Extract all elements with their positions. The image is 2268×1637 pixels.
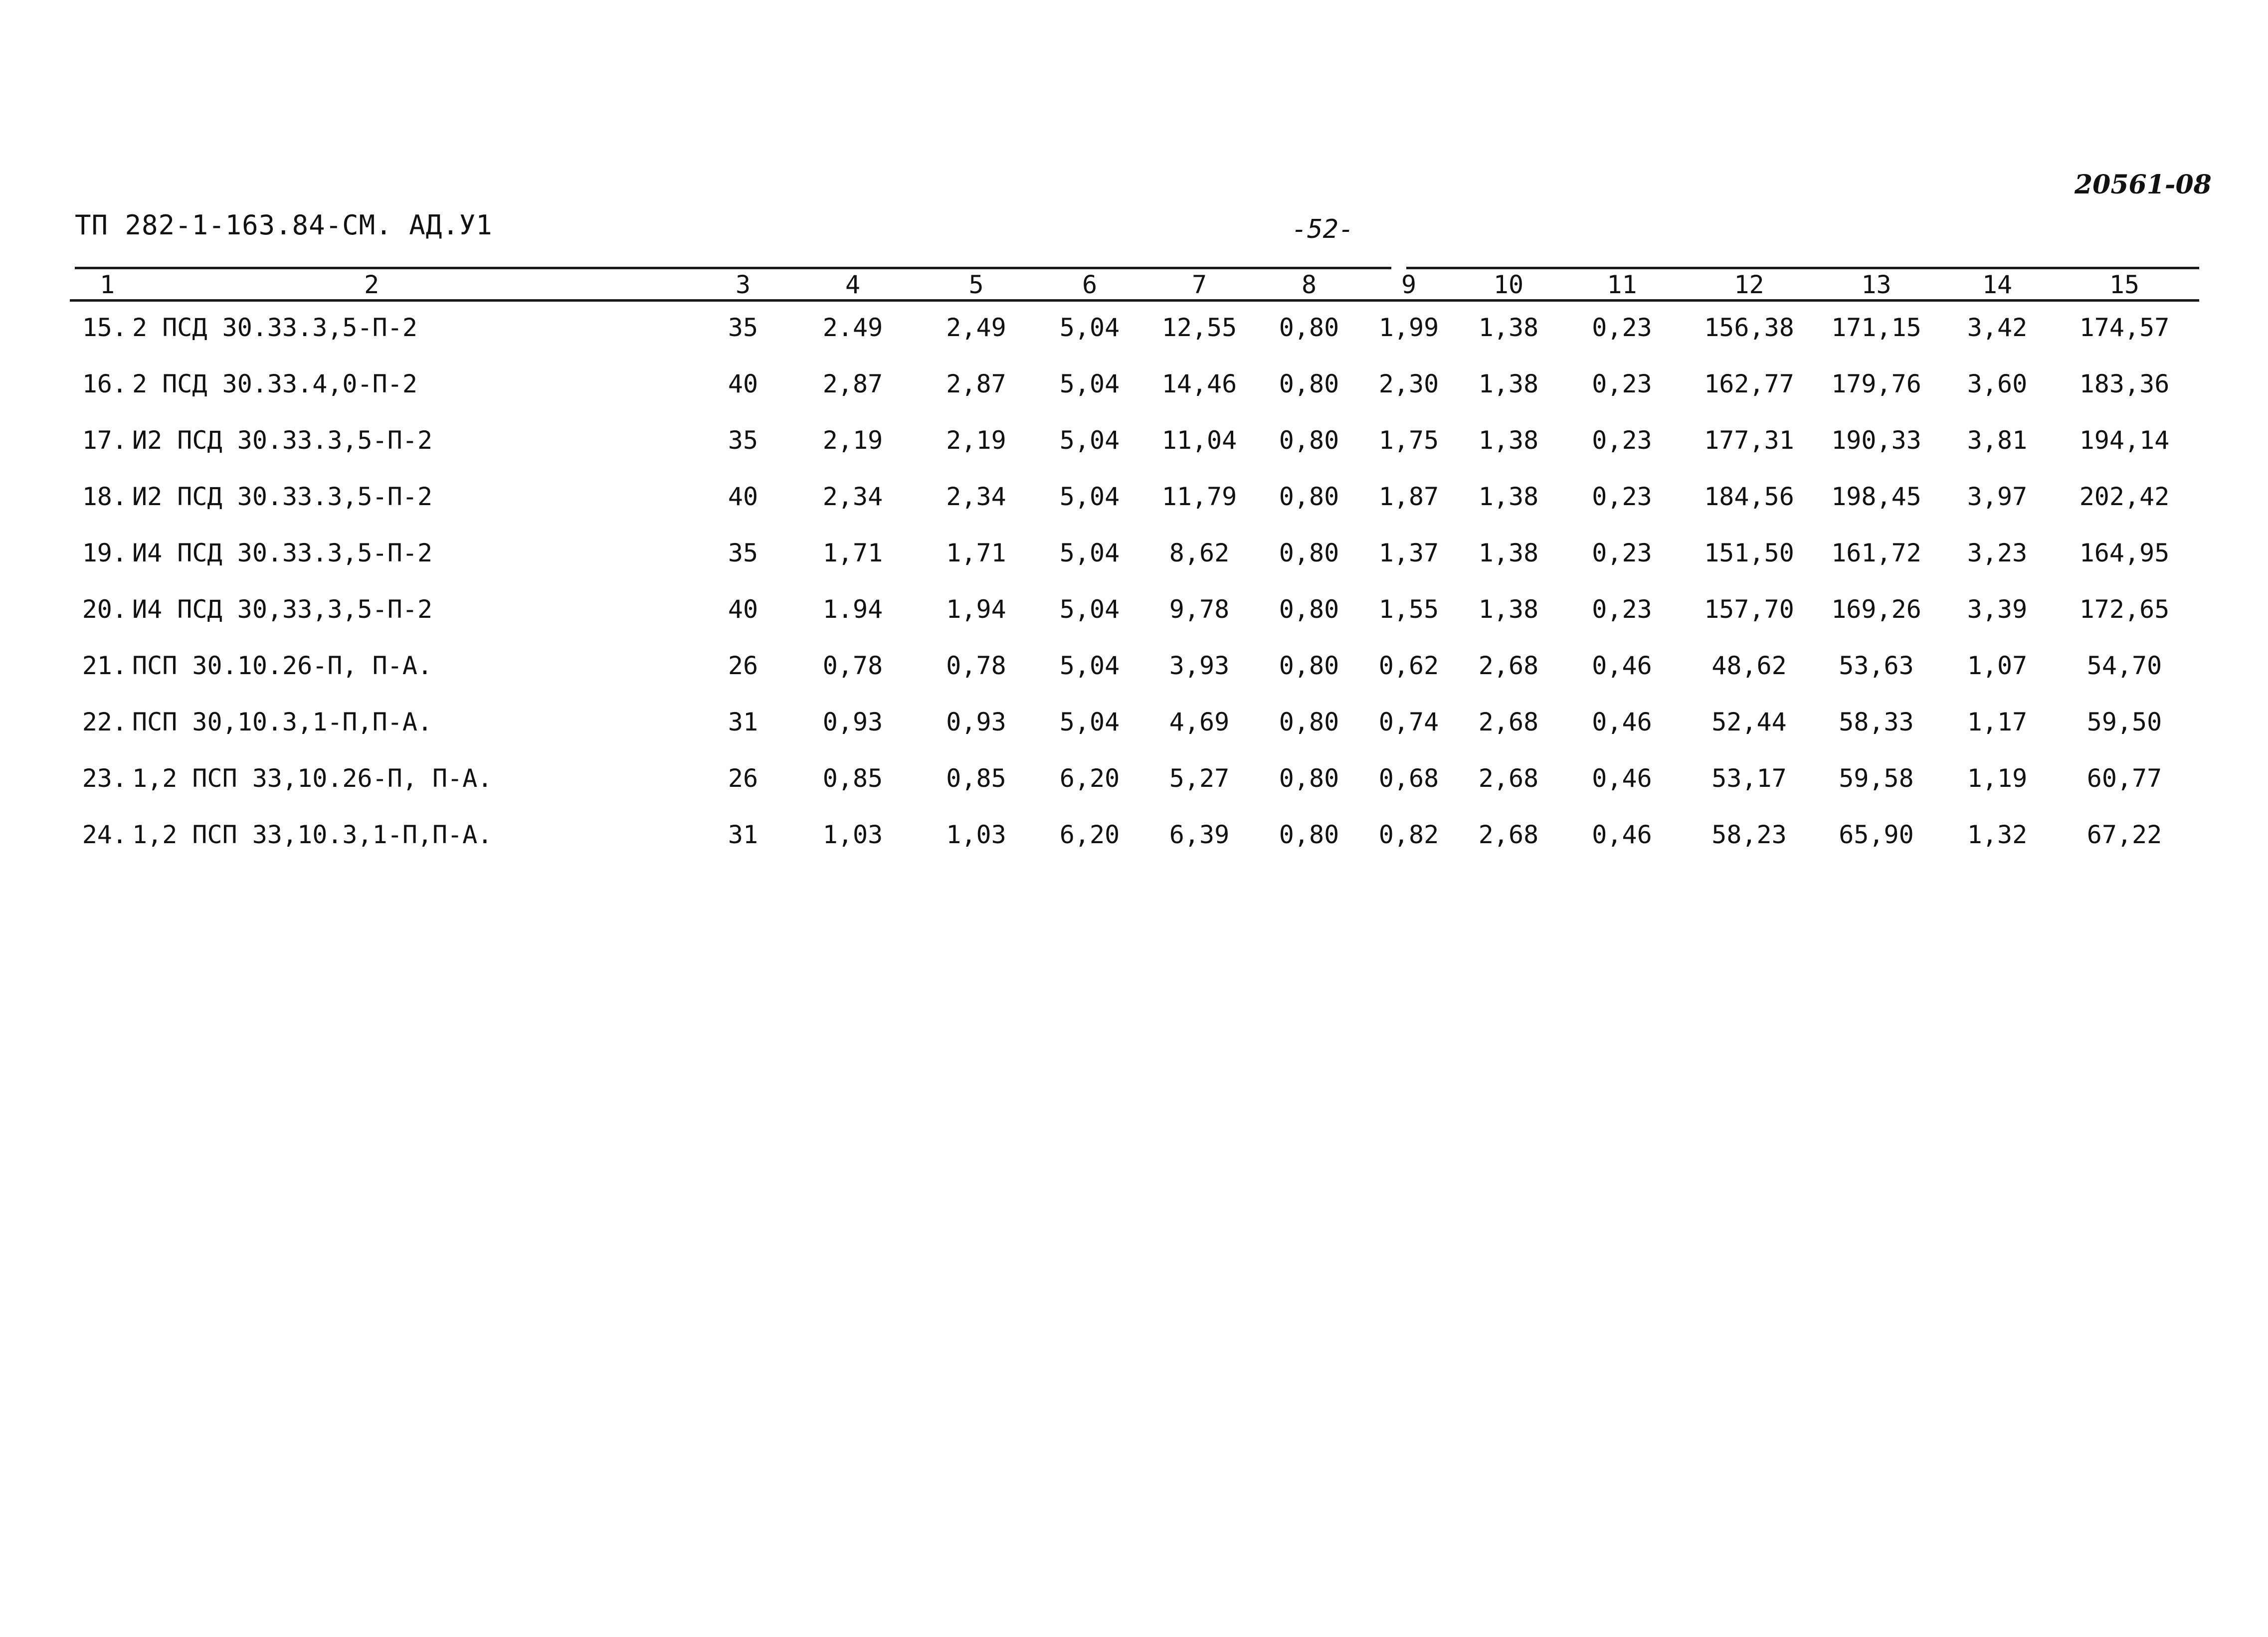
table-cell: 1,19 [1967, 763, 2028, 793]
data-table [70, 269, 2194, 863]
table-cell: 151,50 [1704, 538, 1794, 567]
table-cell: 157,70 [1704, 594, 1794, 624]
table-cell: И4 ПСД 30.33.3,5-П-2 [132, 538, 433, 567]
table-cell: 0,23 [1592, 313, 1652, 342]
table-cell: 58,33 [1839, 707, 1914, 736]
table-cell: 202,42 [2079, 482, 2170, 511]
table-cell: И2 ПСД 30.33.3,5-П-2 [132, 425, 433, 455]
table-cell: 5,27 [1169, 763, 1230, 793]
table-cell: 3,93 [1169, 651, 1230, 680]
table-row [70, 468, 2194, 525]
table-cell: 1,87 [1378, 482, 1439, 511]
table-cell: 164,95 [2079, 538, 2170, 567]
table-cell: 156,38 [1704, 313, 1794, 342]
table-cell: 6,20 [1059, 820, 1120, 849]
table-cell: 198,45 [1831, 482, 1921, 511]
column-header: 8 [1301, 270, 1317, 299]
table-cell: 9,78 [1169, 594, 1230, 624]
column-header: 9 [1401, 270, 1417, 299]
table-cell: 0,74 [1378, 707, 1439, 736]
table-cell: 1,38 [1478, 538, 1539, 567]
table-cell: 1,17 [1967, 707, 2028, 736]
table-cell: 0,85 [822, 763, 883, 793]
table-row [70, 412, 2194, 468]
table-cell: 1,75 [1378, 425, 1439, 455]
table-cell: 2,68 [1478, 707, 1539, 736]
table-cell: 0,80 [1279, 313, 1339, 342]
column-header: 13 [1861, 270, 1891, 299]
table-cell: 35 [728, 425, 758, 455]
table-cell: 5,04 [1059, 369, 1120, 398]
table-cell: 0,80 [1279, 707, 1339, 736]
table-cell: 1,2 ПСП 33,10.3,1-П,П-А. [132, 820, 493, 849]
table-row [70, 637, 2194, 694]
table-cell: 1,38 [1478, 369, 1539, 398]
table-cell: 2.49 [822, 313, 883, 342]
table-cell: 11,79 [1161, 482, 1237, 511]
table-cell: 0,93 [822, 707, 883, 736]
table-cell: 3,97 [1967, 482, 2028, 511]
table-cell: 67,22 [2086, 820, 2162, 849]
table-cell: 2,68 [1478, 820, 1539, 849]
table-row [70, 525, 2194, 581]
table-cell: 15. [82, 313, 127, 342]
table-cell: 179,76 [1831, 369, 1921, 398]
table-cell: 59,58 [1839, 763, 1914, 793]
table-cell: 2,87 [946, 369, 1006, 398]
table-cell: 2 ПСД 30.33.3,5-П-2 [132, 313, 417, 342]
table-cell: 2,19 [822, 425, 883, 455]
table-cell: 26 [728, 763, 758, 793]
table-cell: 4,69 [1169, 707, 1230, 736]
table-cell: 0,80 [1279, 369, 1339, 398]
table-cell: 0,62 [1378, 651, 1439, 680]
table-cell: 1,2 ПСП 33,10.26-П, П-А. [132, 763, 493, 793]
table-cell: 2,68 [1478, 651, 1539, 680]
table-cell: 52,44 [1711, 707, 1787, 736]
table-row [70, 299, 2194, 356]
table-cell: 1,38 [1478, 425, 1539, 455]
column-header: 7 [1191, 270, 1207, 299]
table-cell: 1,94 [946, 594, 1006, 624]
table-cell: 21. [82, 651, 127, 680]
table-cell: 0,23 [1592, 594, 1652, 624]
table-cell: 0,80 [1279, 820, 1339, 849]
table-cell: 162,77 [1704, 369, 1794, 398]
table-cell: 3,39 [1967, 594, 2028, 624]
table-cell: 3,81 [1967, 425, 2028, 455]
table-cell: 3,42 [1967, 313, 2028, 342]
column-header: 14 [1982, 270, 2013, 299]
table-cell: 54,70 [2086, 651, 2162, 680]
table-cell: 2,34 [946, 482, 1006, 511]
table-cell: 5,04 [1059, 594, 1120, 624]
table-cell: 6,20 [1059, 763, 1120, 793]
table-row [70, 581, 2194, 637]
table-cell: 0,80 [1279, 594, 1339, 624]
table-cell: 0,23 [1592, 425, 1652, 455]
table-cell: 0,78 [822, 651, 883, 680]
table-cell: 1,38 [1478, 482, 1539, 511]
table-cell: 0,46 [1592, 820, 1652, 849]
table-cell: 17. [82, 425, 127, 455]
table-cell: И4 ПСД 30,33,3,5-П-2 [132, 594, 433, 624]
table-cell: 2,19 [946, 425, 1006, 455]
table-cell: 1,71 [946, 538, 1006, 567]
table-cell: 53,63 [1839, 651, 1914, 680]
table-cell: 12,55 [1161, 313, 1237, 342]
table-cell: 35 [728, 538, 758, 567]
table-cell: 5,04 [1059, 538, 1120, 567]
table-cell: 0,23 [1592, 538, 1652, 567]
table-cell: 11,04 [1161, 425, 1237, 455]
table-cell: 1,03 [946, 820, 1006, 849]
table-cell: 59,50 [2086, 707, 2162, 736]
table-cell: 5,04 [1059, 707, 1120, 736]
table-row [70, 694, 2194, 750]
table-cell: 1,03 [822, 820, 883, 849]
table-cell: 16. [82, 369, 127, 398]
column-header: 12 [1734, 270, 1764, 299]
column-header-1: 1 [100, 270, 115, 299]
table-cell: 40 [728, 594, 758, 624]
table-cell: 1,55 [1378, 594, 1439, 624]
table-cell: ПСП 30.10.26-П, П-А. [132, 651, 433, 680]
table-cell: 23. [82, 763, 127, 793]
table-cell: 48,62 [1711, 651, 1787, 680]
table-cell: 1,38 [1478, 594, 1539, 624]
table-cell: 0,80 [1279, 651, 1339, 680]
column-header-1-2 [70, 269, 693, 299]
table-cell: 2,30 [1378, 369, 1439, 398]
table-cell: 161,72 [1831, 538, 1921, 567]
table-cell: 40 [728, 369, 758, 398]
table-cell: 2,87 [822, 369, 883, 398]
page-number: -52- [1292, 214, 1354, 244]
table-cell: 172,65 [2079, 594, 2170, 624]
table-cell: 1,38 [1478, 313, 1539, 342]
table-cell: 0,46 [1592, 707, 1652, 736]
table-cell: 14,46 [1161, 369, 1237, 398]
column-header: 11 [1607, 270, 1637, 299]
table-cell: 2,49 [946, 313, 1006, 342]
table-cell: 2,68 [1478, 763, 1539, 793]
table-cell: 40 [728, 482, 758, 511]
table-cell: 65,90 [1839, 820, 1914, 849]
table-cell: 2 ПСД 30.33.4,0-П-2 [132, 369, 417, 398]
column-header: 3 [735, 270, 751, 299]
table-cell: 19. [82, 538, 127, 567]
table-body [70, 299, 2194, 863]
table-cell: 53,17 [1711, 763, 1787, 793]
table-cell: 31 [728, 707, 758, 736]
table-cell: 0,82 [1378, 820, 1439, 849]
table-cell: 0,46 [1592, 763, 1652, 793]
column-header-2: 2 [364, 270, 379, 299]
table-row [70, 806, 2194, 863]
table-cell: 0,68 [1378, 763, 1439, 793]
table-cell: 18. [82, 482, 127, 511]
table-cell: 0,46 [1592, 651, 1652, 680]
table-cell: 2,34 [822, 482, 883, 511]
table-cell: 35 [728, 313, 758, 342]
table-cell: 0,23 [1592, 482, 1652, 511]
table-cell: 0,23 [1592, 369, 1652, 398]
column-header: 4 [845, 270, 861, 299]
table-cell: 194,14 [2079, 425, 2170, 455]
table-cell: 3,23 [1967, 538, 2028, 567]
table-cell: 5,04 [1059, 313, 1120, 342]
table-cell: 24. [82, 820, 127, 849]
table-cell: 177,31 [1704, 425, 1794, 455]
table-cell: 1,37 [1378, 538, 1439, 567]
table-cell: 22. [82, 707, 127, 736]
table-cell: 58,23 [1711, 820, 1787, 849]
table-cell: 31 [728, 820, 758, 849]
table-cell: 26 [728, 651, 758, 680]
table-cell: 1,07 [1967, 651, 2028, 680]
table-cell: 3,60 [1967, 369, 2028, 398]
table-cell: 0,80 [1279, 482, 1339, 511]
table-cell: 6,39 [1169, 820, 1230, 849]
column-number-row [70, 269, 2194, 299]
column-header: 6 [1082, 270, 1098, 299]
table-cell: 0,80 [1279, 538, 1339, 567]
table-cell: 5,04 [1059, 651, 1120, 680]
table-cell: 190,33 [1831, 425, 1921, 455]
table-row [70, 356, 2194, 412]
table-row [70, 750, 2194, 806]
table-cell: 1,99 [1378, 313, 1439, 342]
table-cell: ПСП 30,10.3,1-П,П-А. [132, 707, 433, 736]
table-cell: 0,80 [1279, 763, 1339, 793]
table-cell: 171,15 [1831, 313, 1921, 342]
table-cell: 20. [82, 594, 127, 624]
table-cell: 184,56 [1704, 482, 1794, 511]
table-cell: 5,04 [1059, 425, 1120, 455]
table-cell: И2 ПСД 30.33.3,5-П-2 [132, 482, 433, 511]
table-cell: 0,85 [946, 763, 1006, 793]
table-cell: 174,57 [2079, 313, 2170, 342]
archive-number: 20561-08 [2075, 170, 2212, 200]
column-header: 10 [1493, 270, 1524, 299]
table-cell: 1.94 [822, 594, 883, 624]
table-cell: 1,71 [822, 538, 883, 567]
table-cell: 169,26 [1831, 594, 1921, 624]
table-cell: 1,32 [1967, 820, 2028, 849]
table-cell: 0,93 [946, 707, 1006, 736]
document-code: ТП 282-1-163.84-СМ. АД.У1 [75, 209, 493, 241]
table-cell: 5,04 [1059, 482, 1120, 511]
table-cell: 0,80 [1279, 425, 1339, 455]
table-cell: 183,36 [2079, 369, 2170, 398]
table-cell: 0,78 [946, 651, 1006, 680]
table-cell: 8,62 [1169, 538, 1230, 567]
column-header: 5 [968, 270, 984, 299]
column-header: 15 [2109, 270, 2140, 299]
table-cell: 60,77 [2086, 763, 2162, 793]
